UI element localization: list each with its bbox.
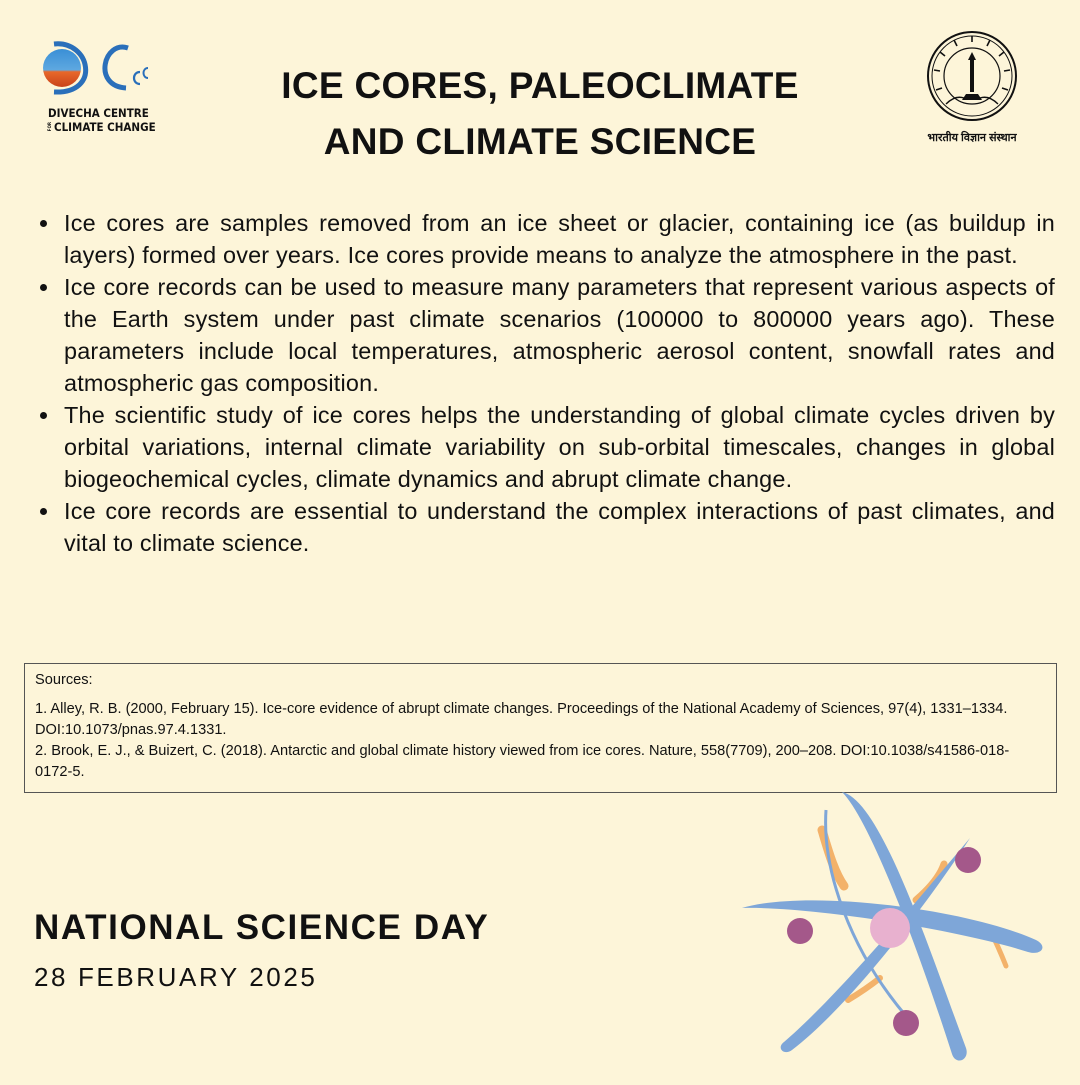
atom-icon — [730, 780, 1060, 1080]
sources-title: Sources: — [35, 672, 93, 688]
dcc-name-line2-wrap — [48, 120, 168, 134]
bullet-item: Ice core records are essential to understand the complex interactions of past climates, and vital to climate science. — [64, 495, 1055, 559]
event-date: 28 FEBRUARY 2025 — [34, 962, 318, 992]
dcc-name-line2: CLIMATE CHANGE — [54, 120, 156, 134]
page-title — [190, 58, 890, 170]
source-item: 1. Alley, R. B. (2000, February 15). Ice-core evidence of abrupt climate changes. Proceedings of the National Academy of Sciences, 97(4), 1331–1334. DOI:10.1073/pnas.97.4.1331. — [35, 701, 1008, 738]
sources-box — [24, 663, 1057, 793]
dcc-logo — [40, 38, 160, 138]
source-item: 2. Brook, E. J., & Buizert, C. (2018). Antarctic and global climate history viewed from ice cores. Nature, 558(7709), 200–208. DOI:10.1038/s41586-018-0172-5. — [35, 743, 1010, 780]
iisc-logo — [912, 30, 1032, 150]
page-title-line1: ICE CORES, PALEOCLIMATE — [281, 65, 799, 106]
page-title-line2: AND CLIMATE SCIENCE — [323, 121, 757, 162]
bullet-item: Ice cores are samples removed from an ice sheet or glacier, containing ice (as buildup in layers) formed over years. Ice cores provide means to analyze the atmosphere in the past. — [64, 207, 1055, 271]
dcc-logo-icon — [40, 38, 160, 98]
iisc-emblem-icon — [912, 30, 1032, 130]
iisc-caption: भारतीय विज्ञान संस्थान — [927, 132, 1017, 144]
bullet-item: Ice core records can be used to measure many parameters that represent various aspects of the Earth system under past climate scenarios (100000 to 800000 years ago). These parameters include local temperatures, atmospheric aerosol content, snowfall rates and atmospheric gas composition. — [64, 271, 1055, 399]
atom-decoration — [730, 780, 1060, 1080]
event-title: NATIONAL SCIENCE DAY — [34, 908, 490, 947]
dcc-name-line1: DIVECHA CENTRE — [48, 106, 149, 120]
bullet-item: The scientific study of ice cores helps the understanding of global climate cycles driven by orbital variations, internal climate variability on sub-orbital timescales, changes in global biogeochemical cycles, climate dynamics and abrupt climate change. — [64, 399, 1055, 495]
dcc-name-for: FOR — [48, 122, 53, 132]
bullet-list — [64, 207, 1055, 559]
dcc-name — [48, 106, 168, 134]
